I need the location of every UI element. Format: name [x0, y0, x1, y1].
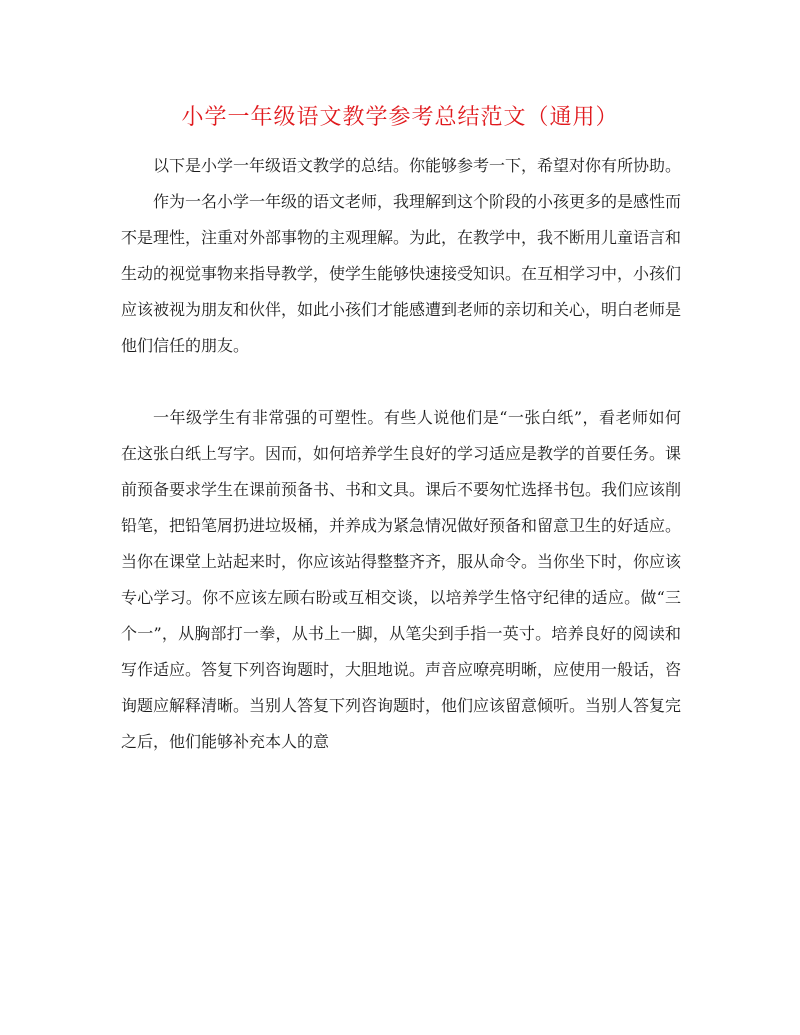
paragraph-spacer: [121, 364, 681, 400]
document-title: 小学一年级语文教学参考总结范文（通用）: [181, 105, 619, 130]
paragraph-habits: 一年级学生有非常强的可塑性。有些人说他们是“一张白纸”，看老师如何在这张白纸上写字。因而，如何培养学生良好的学习适应是教学的首要任务。课前预备要求学生在课前预备书、书和文具。课后不要匆忙选择书包。我们应该削铅笔，把铅笔屑扔进垃圾桶，并养成为紧急情况做好预备和留意卫生的好适应。当你在课堂上站起来时，你应该站得整整齐齐，服从命令。当你坐下时，你应该专心学习。你不应该左顾右盼或互相交谈，以培养学生恪守纪律的适应。做“三个一”，从胸部打一拳，从书上一脚，从笔尖到手指一英寸。培养良好的阅读和写作适应。答复下列咨询题时，大胆地说。声音应嘹亮明晰，应使用一般话，咨询题应解释清晰。当别人答复下列咨询题时，他们应该留意倾听。当别人答复完之后，他们能够补充本人的意: [121, 408, 682, 751]
paragraph-intro: 以下是小学一年级语文教学的总结。你能够参考一下，希望对你有所协助。: [153, 156, 682, 175]
paragraph-teacher-role: 作为一名小学一年级的语文老师，我理解到这个阶段的小孩更多的是感性而不是理性，注重对外部事物的主观理解。为此，在教学中，我不断用儿童语言和生动的视觉事物来指导教学，使学生能够快速接受知识。在互相学习中，小孩们应该被视为朋友和伙伴，如此小孩们才能感遭到老师的亲切和关心，明白老师是他们信任的朋友。: [121, 192, 682, 355]
document-body: [121, 148, 681, 760]
